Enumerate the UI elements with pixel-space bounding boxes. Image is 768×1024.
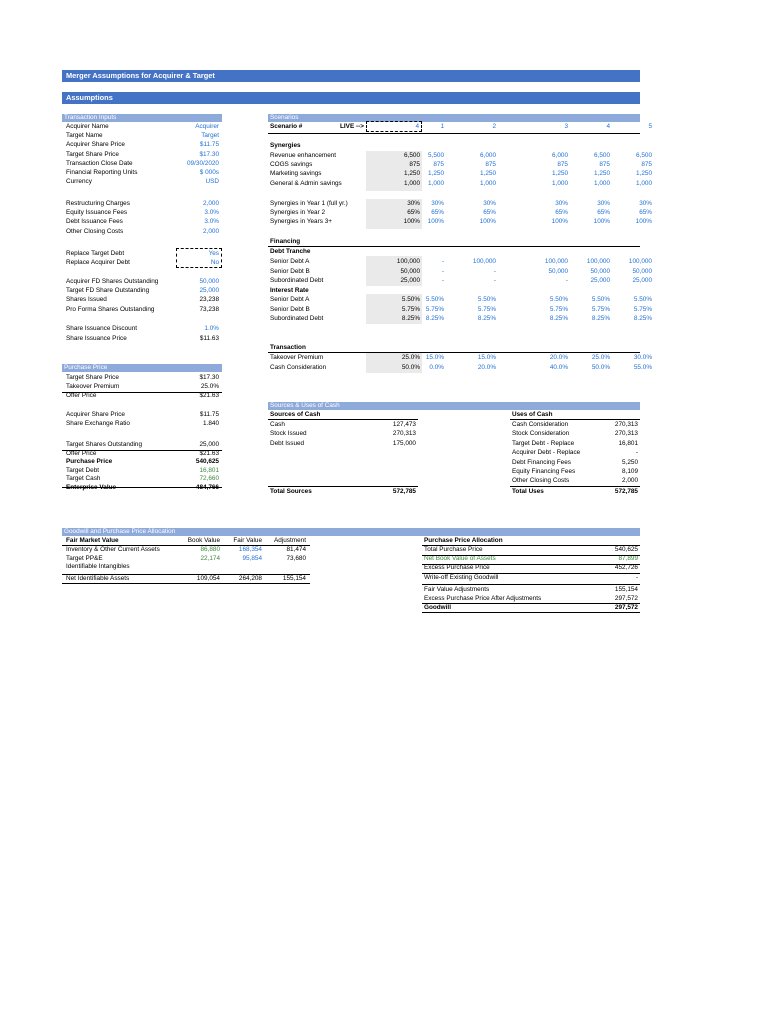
- synergy-phase-scenario-value[interactable]: 100%: [427, 218, 444, 226]
- ev-value: 72,660: [199, 475, 219, 483]
- purchase-price-header: Purchase Price: [62, 364, 222, 372]
- ppa-line: [422, 584, 640, 585]
- uses-title: Uses of Cash: [512, 411, 553, 418]
- sources-underline: [268, 419, 418, 420]
- synergy-phase-scenario-value[interactable]: 30%: [431, 200, 444, 207]
- source-value: 270,313: [392, 430, 416, 438]
- scenario-label: Scenario #: [270, 123, 303, 130]
- synergies-title: Synergies: [270, 142, 301, 149]
- interest-rate-scenario-value[interactable]: 5.75%: [549, 305, 568, 313]
- ppa-line: [422, 555, 640, 556]
- ev-total-line: [62, 487, 222, 488]
- inputs-value: $17.30: [199, 150, 219, 158]
- purchase-value: $17.30: [199, 374, 219, 381]
- shares-value: 73,238: [199, 305, 219, 313]
- net-identifiable-assets-value: 155,154: [282, 575, 306, 582]
- interest-rate-scenario-value[interactable]: 5.75%: [591, 305, 610, 313]
- scenario-underline: [268, 133, 640, 134]
- ev-label: Target Shares Outstanding: [66, 441, 143, 448]
- issuance-label: Share Issuance Discount: [66, 325, 138, 332]
- synergy-phase-scenario-value[interactable]: 65%: [483, 209, 496, 217]
- synergy-live-value: 6,500: [404, 152, 420, 159]
- purchase-label: Offer Price: [66, 392, 97, 400]
- synergy-scenario-value[interactable]: 6,500: [636, 152, 652, 159]
- live-scenario-value: 4: [415, 123, 419, 130]
- interest-rate-label: Senior Debt B: [270, 305, 310, 313]
- debt-tranche-scenario-value[interactable]: 100,000: [586, 258, 610, 265]
- total-uses-label: Total Uses: [512, 488, 544, 495]
- use-value: 8,109: [622, 468, 638, 475]
- live-arrow-label: LIVE -->: [340, 123, 364, 130]
- transaction-scenario-value[interactable]: 30.0%: [633, 354, 652, 361]
- source-label: Cash: [270, 421, 285, 428]
- ev-value: 16,801: [199, 466, 219, 474]
- fmv-net-underline: [62, 583, 310, 584]
- total-sources-value: 572,785: [392, 488, 416, 495]
- replace-label: Replace Acquirer Debt: [66, 258, 130, 266]
- transaction-scenario-value[interactable]: 15.0%: [477, 354, 496, 361]
- debt-tranche-scenario-value[interactable]: -: [493, 277, 496, 285]
- exchange-value: 1.840: [203, 420, 219, 428]
- interest-rate-scenario-value[interactable]: 5.50%: [591, 296, 610, 303]
- interest-rate-scenario-value[interactable]: 5.75%: [425, 305, 444, 313]
- debt-tranche-title: Debt Tranche: [270, 248, 311, 255]
- synergy-phase-scenario-value[interactable]: 65%: [431, 209, 444, 217]
- debt-tranche-label: Senior Debt A: [270, 258, 310, 265]
- debt-tranche-scenario-value[interactable]: 50,000: [590, 267, 610, 275]
- synergy-phase-scenario-value[interactable]: 100%: [479, 218, 496, 226]
- transaction-scenario-value[interactable]: 55.0%: [633, 364, 652, 371]
- interest-rate-scenario-value[interactable]: 5.50%: [425, 296, 444, 303]
- goodwill-label: Goodwill: [424, 604, 451, 611]
- inputs-label: Currency: [66, 178, 92, 186]
- synergy-scenario-value[interactable]: 1,250: [636, 170, 652, 178]
- ev-value: 25,000: [199, 441, 219, 448]
- charges-value: 3.0%: [204, 218, 219, 226]
- synergy-phase-scenario-value[interactable]: 65%: [639, 209, 652, 217]
- use-label: Stock Consideration: [512, 430, 570, 438]
- scenario-number: 2: [492, 123, 496, 130]
- synergy-scenario-value[interactable]: 1,250: [480, 170, 496, 178]
- replace-value[interactable]: Yes: [208, 250, 219, 257]
- fmv-row-label: Identifiable Intangibles: [66, 563, 130, 571]
- interest-rate-label: Subordinated Debt: [270, 315, 324, 323]
- issuance-label: Share Issuance Price: [66, 334, 127, 342]
- financing-title: Financing: [270, 238, 301, 245]
- synergy-phase-scenario-value[interactable]: 30%: [597, 200, 610, 207]
- synergy-label: General & Admin savings: [270, 179, 342, 187]
- synergy-label: COGS savings: [270, 161, 313, 169]
- shares-value: 25,000: [199, 287, 219, 295]
- debt-tranche-scenario-value[interactable]: 100,000: [472, 258, 496, 265]
- synergy-phase-scenario-value[interactable]: 65%: [597, 209, 610, 217]
- fmv-column-header: Book Value: [187, 537, 220, 544]
- source-value: 127,473: [392, 421, 416, 428]
- debt-tranche-scenario-value[interactable]: 100,000: [628, 258, 652, 265]
- ppa-row-value: -: [635, 573, 638, 581]
- inputs-value: 09/30/2020: [187, 159, 219, 167]
- synergy-scenario-value[interactable]: 875: [433, 161, 444, 169]
- synergy-scenario-value[interactable]: 5,500: [428, 152, 444, 159]
- transaction-scenario-value[interactable]: 40.0%: [549, 364, 568, 371]
- charges-label: Debt Issuance Fees: [66, 218, 123, 226]
- use-label: Equity Financing Fees: [512, 468, 576, 475]
- replace-debt-input-box[interactable]: [176, 248, 222, 268]
- transaction-live-value: 50.0%: [401, 364, 420, 371]
- ev-value: 484,766: [195, 484, 219, 491]
- synergy-live-value: 875: [409, 161, 420, 169]
- total-uses-value: 572,785: [614, 488, 638, 495]
- interest-rate-live-value: 5.75%: [401, 305, 420, 313]
- fmv-row-value[interactable]: 22,174: [200, 554, 220, 562]
- synergy-phase-scenario-value[interactable]: 100%: [635, 218, 652, 226]
- interest-rate-scenario-value[interactable]: 5.50%: [633, 296, 652, 303]
- offer-price-underline: [62, 392, 222, 393]
- ppa-row-value: 155,154: [614, 585, 638, 593]
- charges-value: 3.0%: [204, 209, 219, 217]
- interest-rate-title: Interest Rate: [270, 287, 309, 294]
- interest-rate-scenario-value[interactable]: 5.75%: [633, 305, 652, 313]
- use-label: Target Debt - Replace: [512, 439, 575, 447]
- synergy-scenario-value[interactable]: 6,500: [594, 152, 610, 159]
- transaction-label: Cash Consideration: [270, 364, 327, 371]
- transaction-scenario-value[interactable]: 20.0%: [477, 364, 496, 371]
- synergy-phase-label: Synergies in Year 2: [270, 209, 326, 217]
- purchase-label: Takeover Premium: [66, 383, 120, 391]
- synergy-phase-scenario-value[interactable]: 30%: [639, 200, 652, 207]
- fmv-row-value: 81,474: [286, 546, 306, 553]
- interest-rate-label: Senior Debt A: [270, 296, 310, 303]
- ppa-row-label: Excess Purchase Price After Adjustments: [424, 595, 542, 602]
- synergy-scenario-value[interactable]: 1,000: [428, 179, 444, 187]
- issuance-value: $11.63: [199, 334, 219, 342]
- synergy-scenario-value[interactable]: 1,250: [428, 170, 444, 178]
- purchase-value: $21.63: [199, 392, 219, 400]
- ppa-row-value: 297,572: [614, 595, 638, 602]
- scenario-number: 3: [564, 123, 568, 130]
- inputs-label: Financial Reporting Units: [66, 169, 138, 176]
- synergy-scenario-value[interactable]: 875: [641, 161, 652, 169]
- synergy-scenario-value[interactable]: 875: [557, 161, 568, 169]
- inputs-label: Acquirer Share Price: [66, 141, 125, 149]
- use-value: -: [635, 449, 638, 457]
- main-title-bar: Merger Assumptions for Acquirer & Target: [62, 70, 640, 82]
- transaction-live-value: 25.0%: [401, 354, 420, 361]
- scenario-number: 5: [648, 123, 652, 130]
- inputs-label: Acquirer Name: [66, 123, 109, 130]
- interest-rate-scenario-value[interactable]: 5.50%: [477, 296, 496, 303]
- inputs-value: Target: [201, 132, 219, 140]
- inputs-value: $ 000s: [199, 169, 219, 176]
- use-label: Debt Financing Fees: [512, 458, 571, 466]
- ppa-row-label: Total Purchase Price: [424, 546, 483, 553]
- ppa-row-label: Fair Value Adjustments: [424, 585, 490, 593]
- debt-tranche-scenario-value[interactable]: 25,000: [632, 277, 652, 285]
- ppa-row-label: Net Book Value of Assets: [424, 555, 496, 563]
- interest-rate-scenario-value[interactable]: 8.25%: [549, 315, 568, 323]
- ppa-title: Purchase Price Allocation: [424, 537, 503, 544]
- ev-value: $21.63: [199, 449, 219, 457]
- synergy-phase-scenario-value[interactable]: 30%: [555, 200, 568, 207]
- synergy-scenario-value[interactable]: 6,000: [552, 152, 568, 159]
- synergy-scenario-value[interactable]: 1,000: [636, 179, 652, 187]
- exchange-label: Acquirer Share Price: [66, 411, 125, 418]
- synergy-scenario-value[interactable]: 1,000: [552, 179, 568, 187]
- fmv-row-label: Target PP&E: [66, 554, 103, 562]
- net-identifiable-assets-value: 264,208: [238, 575, 262, 582]
- purchase-label: Target Share Price: [66, 374, 119, 381]
- ev-label: Purchase Price: [66, 458, 113, 466]
- fmv-row-value: 73,680: [286, 554, 306, 562]
- transaction-inputs-header: Transaction Inputs: [62, 114, 222, 122]
- synergy-live-value: 1,250: [404, 170, 420, 178]
- sources-uses-header: Sources & Uses of Cash: [268, 402, 640, 410]
- issuance-value: 1.0%: [204, 325, 219, 332]
- interest-rate-scenario-value[interactable]: 8.25%: [591, 315, 610, 323]
- ppa-row-label: Excess Purchase Price: [424, 564, 490, 572]
- sources-title: Sources of Cash: [270, 411, 321, 418]
- shares-value: 50,000: [199, 278, 219, 285]
- inputs-value: Acquirer: [195, 123, 219, 130]
- exchange-value: $11.75: [199, 411, 219, 418]
- shares-label: Acquirer FD Shares Outstanding: [66, 278, 159, 285]
- use-value: 2,000: [622, 477, 638, 485]
- ev-label: Offer Price: [66, 449, 97, 457]
- synergy-phase-scenario-value[interactable]: 65%: [555, 209, 568, 217]
- interest-rate-scenario-value[interactable]: 8.25%: [633, 315, 652, 323]
- charges-value: 2,000: [203, 227, 219, 235]
- interest-rate-scenario-value[interactable]: 5.50%: [549, 296, 568, 303]
- ppa-goodwill-underline: [422, 612, 640, 613]
- debt-tranche-scenario-value[interactable]: -: [565, 277, 568, 285]
- uses-underline: [510, 419, 640, 420]
- use-value: 270,313: [614, 430, 638, 438]
- transaction-title: Transaction: [270, 344, 306, 351]
- exchange-label: Share Exchange Ratio: [66, 420, 130, 428]
- purchase-value: 25.0%: [200, 383, 219, 391]
- assumptions-bar: Assumptions: [62, 92, 640, 104]
- transaction-scenario-value[interactable]: 15.0%: [425, 354, 444, 361]
- shares-label: Shares Issued: [66, 296, 107, 304]
- use-value: 16,801: [618, 439, 638, 447]
- transaction-scenario-value[interactable]: 20.0%: [549, 354, 568, 361]
- debt-tranche-live-value: 50,000: [400, 267, 420, 275]
- synergy-label: Revenue enhancement: [270, 152, 337, 159]
- source-label: Stock Issued: [270, 430, 307, 438]
- total-sources-label: Total Sources: [270, 488, 312, 495]
- source-value: 175,000: [392, 439, 416, 447]
- use-value: 5,250: [622, 458, 638, 466]
- interest-rate-scenario-value[interactable]: 5.75%: [477, 305, 496, 313]
- debt-tranche-live-value: 100,000: [396, 258, 420, 265]
- debt-tranche-label: Subordinated Debt: [270, 277, 324, 285]
- goodwill-header: Goodwill and Purchase Price Allocation: [62, 528, 640, 536]
- transaction-scenario-value[interactable]: 0.0%: [429, 364, 444, 371]
- use-label: Other Closing Costs: [512, 477, 570, 485]
- synergy-phase-label: Synergies in Year 1 (full yr.): [270, 200, 348, 207]
- scenario-number: 4: [606, 123, 610, 130]
- interest-rate-live-value: 5.50%: [401, 296, 420, 303]
- uses-total-line: [510, 486, 640, 487]
- financing-underline: [268, 246, 640, 247]
- synergy-phase-live-value: 100%: [403, 218, 420, 226]
- ppa-line: [422, 564, 640, 565]
- ppa-row-value: 452,726: [614, 564, 638, 572]
- synergy-scenario-value[interactable]: 875: [599, 161, 610, 169]
- net-identifiable-assets-value: 109,054: [196, 575, 220, 582]
- ppa-row-label: Write-off Existing Goodwill: [424, 573, 499, 581]
- ev-value: 540,625: [195, 458, 219, 466]
- debt-tranche-scenario-value[interactable]: 25,000: [590, 277, 610, 285]
- interest-rate-live-value: 8.25%: [401, 315, 420, 323]
- debt-tranche-scenario-value[interactable]: 50,000: [548, 267, 568, 275]
- use-label: Acquirer Debt - Replace: [512, 449, 581, 457]
- debt-tranche-scenario-value[interactable]: -: [441, 258, 444, 265]
- debt-tranche-scenario-value[interactable]: -: [441, 267, 444, 275]
- fmv-row-value[interactable]: 95,854: [242, 554, 262, 562]
- transaction-label: Takeover Premium: [270, 354, 324, 361]
- ppa-line: [422, 573, 640, 574]
- transaction-underline: [268, 352, 640, 353]
- ev-label: Enterprise Value: [66, 484, 117, 491]
- inputs-value: USD: [205, 178, 219, 186]
- synergy-scenario-value[interactable]: 875: [485, 161, 496, 169]
- goodwill-value: 297,572: [614, 604, 638, 611]
- charges-value: 2,000: [203, 200, 219, 207]
- inputs-label: Transaction Close Date: [66, 159, 133, 167]
- debt-tranche-scenario-value[interactable]: 100,000: [544, 258, 568, 265]
- charges-label: Restructuring Charges: [66, 200, 130, 207]
- shares-label: Target FD Share Outstanding: [66, 287, 150, 295]
- scenarios-header: Scenarios: [268, 114, 640, 122]
- ev-underline: [62, 450, 222, 451]
- synergy-scenario-value[interactable]: 1,250: [552, 170, 568, 178]
- synergy-scenario-value[interactable]: 6,000: [480, 152, 496, 159]
- replace-label: Replace Target Debt: [66, 250, 125, 257]
- shares-label: Pro Forma Shares Outstanding: [66, 305, 155, 313]
- synergy-phase-live-value: 30%: [407, 200, 420, 207]
- inputs-label: Target Share Price: [66, 150, 119, 158]
- charges-label: Other Closing Costs: [66, 227, 124, 235]
- ev-label: Target Cash: [66, 475, 101, 483]
- interest-rate-scenario-value[interactable]: 8.25%: [425, 315, 444, 323]
- replace-value[interactable]: No: [210, 258, 219, 266]
- ppa-row-value: 540,625: [614, 546, 638, 553]
- ev-label: Target Debt: [66, 466, 100, 474]
- debt-tranche-live-value: 25,000: [400, 277, 420, 285]
- fmv-column-header: Fair Value: [233, 537, 262, 544]
- net-identifiable-assets-label: Net Identifiable Assets: [66, 575, 130, 582]
- synergy-scenario-value[interactable]: 1,000: [594, 179, 610, 187]
- source-label: Debt Issued: [270, 439, 305, 447]
- fmv-row-label: Inventory & Other Current Assets: [66, 546, 160, 553]
- fmv-row-value[interactable]: 86,880: [200, 546, 220, 553]
- synergy-phase-label: Synergies in Years 3+: [270, 218, 332, 226]
- shares-value: 23,238: [199, 296, 219, 304]
- debt-tranche-scenario-value[interactable]: 50,000: [632, 267, 652, 275]
- synergy-label: Marketing savings: [270, 170, 322, 178]
- scenario-number: 1: [440, 123, 444, 130]
- synergy-phase-scenario-value[interactable]: 30%: [483, 200, 496, 207]
- use-label: Cash Consideration: [512, 421, 569, 428]
- inputs-value: $11.75: [199, 141, 219, 149]
- synergy-phase-scenario-value[interactable]: 100%: [593, 218, 610, 226]
- synergy-scenario-value[interactable]: 1,250: [594, 170, 610, 178]
- fmv-column-header: Adjustment: [274, 537, 306, 544]
- transaction-scenario-value[interactable]: 25.0%: [591, 354, 610, 361]
- transaction-scenario-value[interactable]: 50.0%: [591, 364, 610, 371]
- interest-rate-scenario-value[interactable]: 8.25%: [477, 315, 496, 323]
- ppa-row-value: 87,899: [618, 555, 638, 563]
- sources-total-line: [268, 486, 418, 487]
- debt-tranche-scenario-value[interactable]: -: [493, 267, 496, 275]
- synergy-live-value: 1,000: [404, 179, 420, 187]
- fmv-row-value[interactable]: 168,354: [238, 546, 262, 553]
- synergy-phase-live-value: 65%: [407, 209, 420, 217]
- synergy-scenario-value[interactable]: 1,000: [480, 179, 496, 187]
- fmv-title: Fair Market Value: [66, 537, 119, 544]
- debt-tranche-scenario-value[interactable]: -: [441, 277, 444, 285]
- inputs-label: Target Name: [66, 132, 103, 140]
- use-value: 270,313: [614, 421, 638, 428]
- synergy-phase-scenario-value[interactable]: 100%: [551, 218, 568, 226]
- charges-label: Equity Issuance Fees: [66, 209, 128, 217]
- debt-tranche-label: Senior Debt B: [270, 267, 310, 275]
